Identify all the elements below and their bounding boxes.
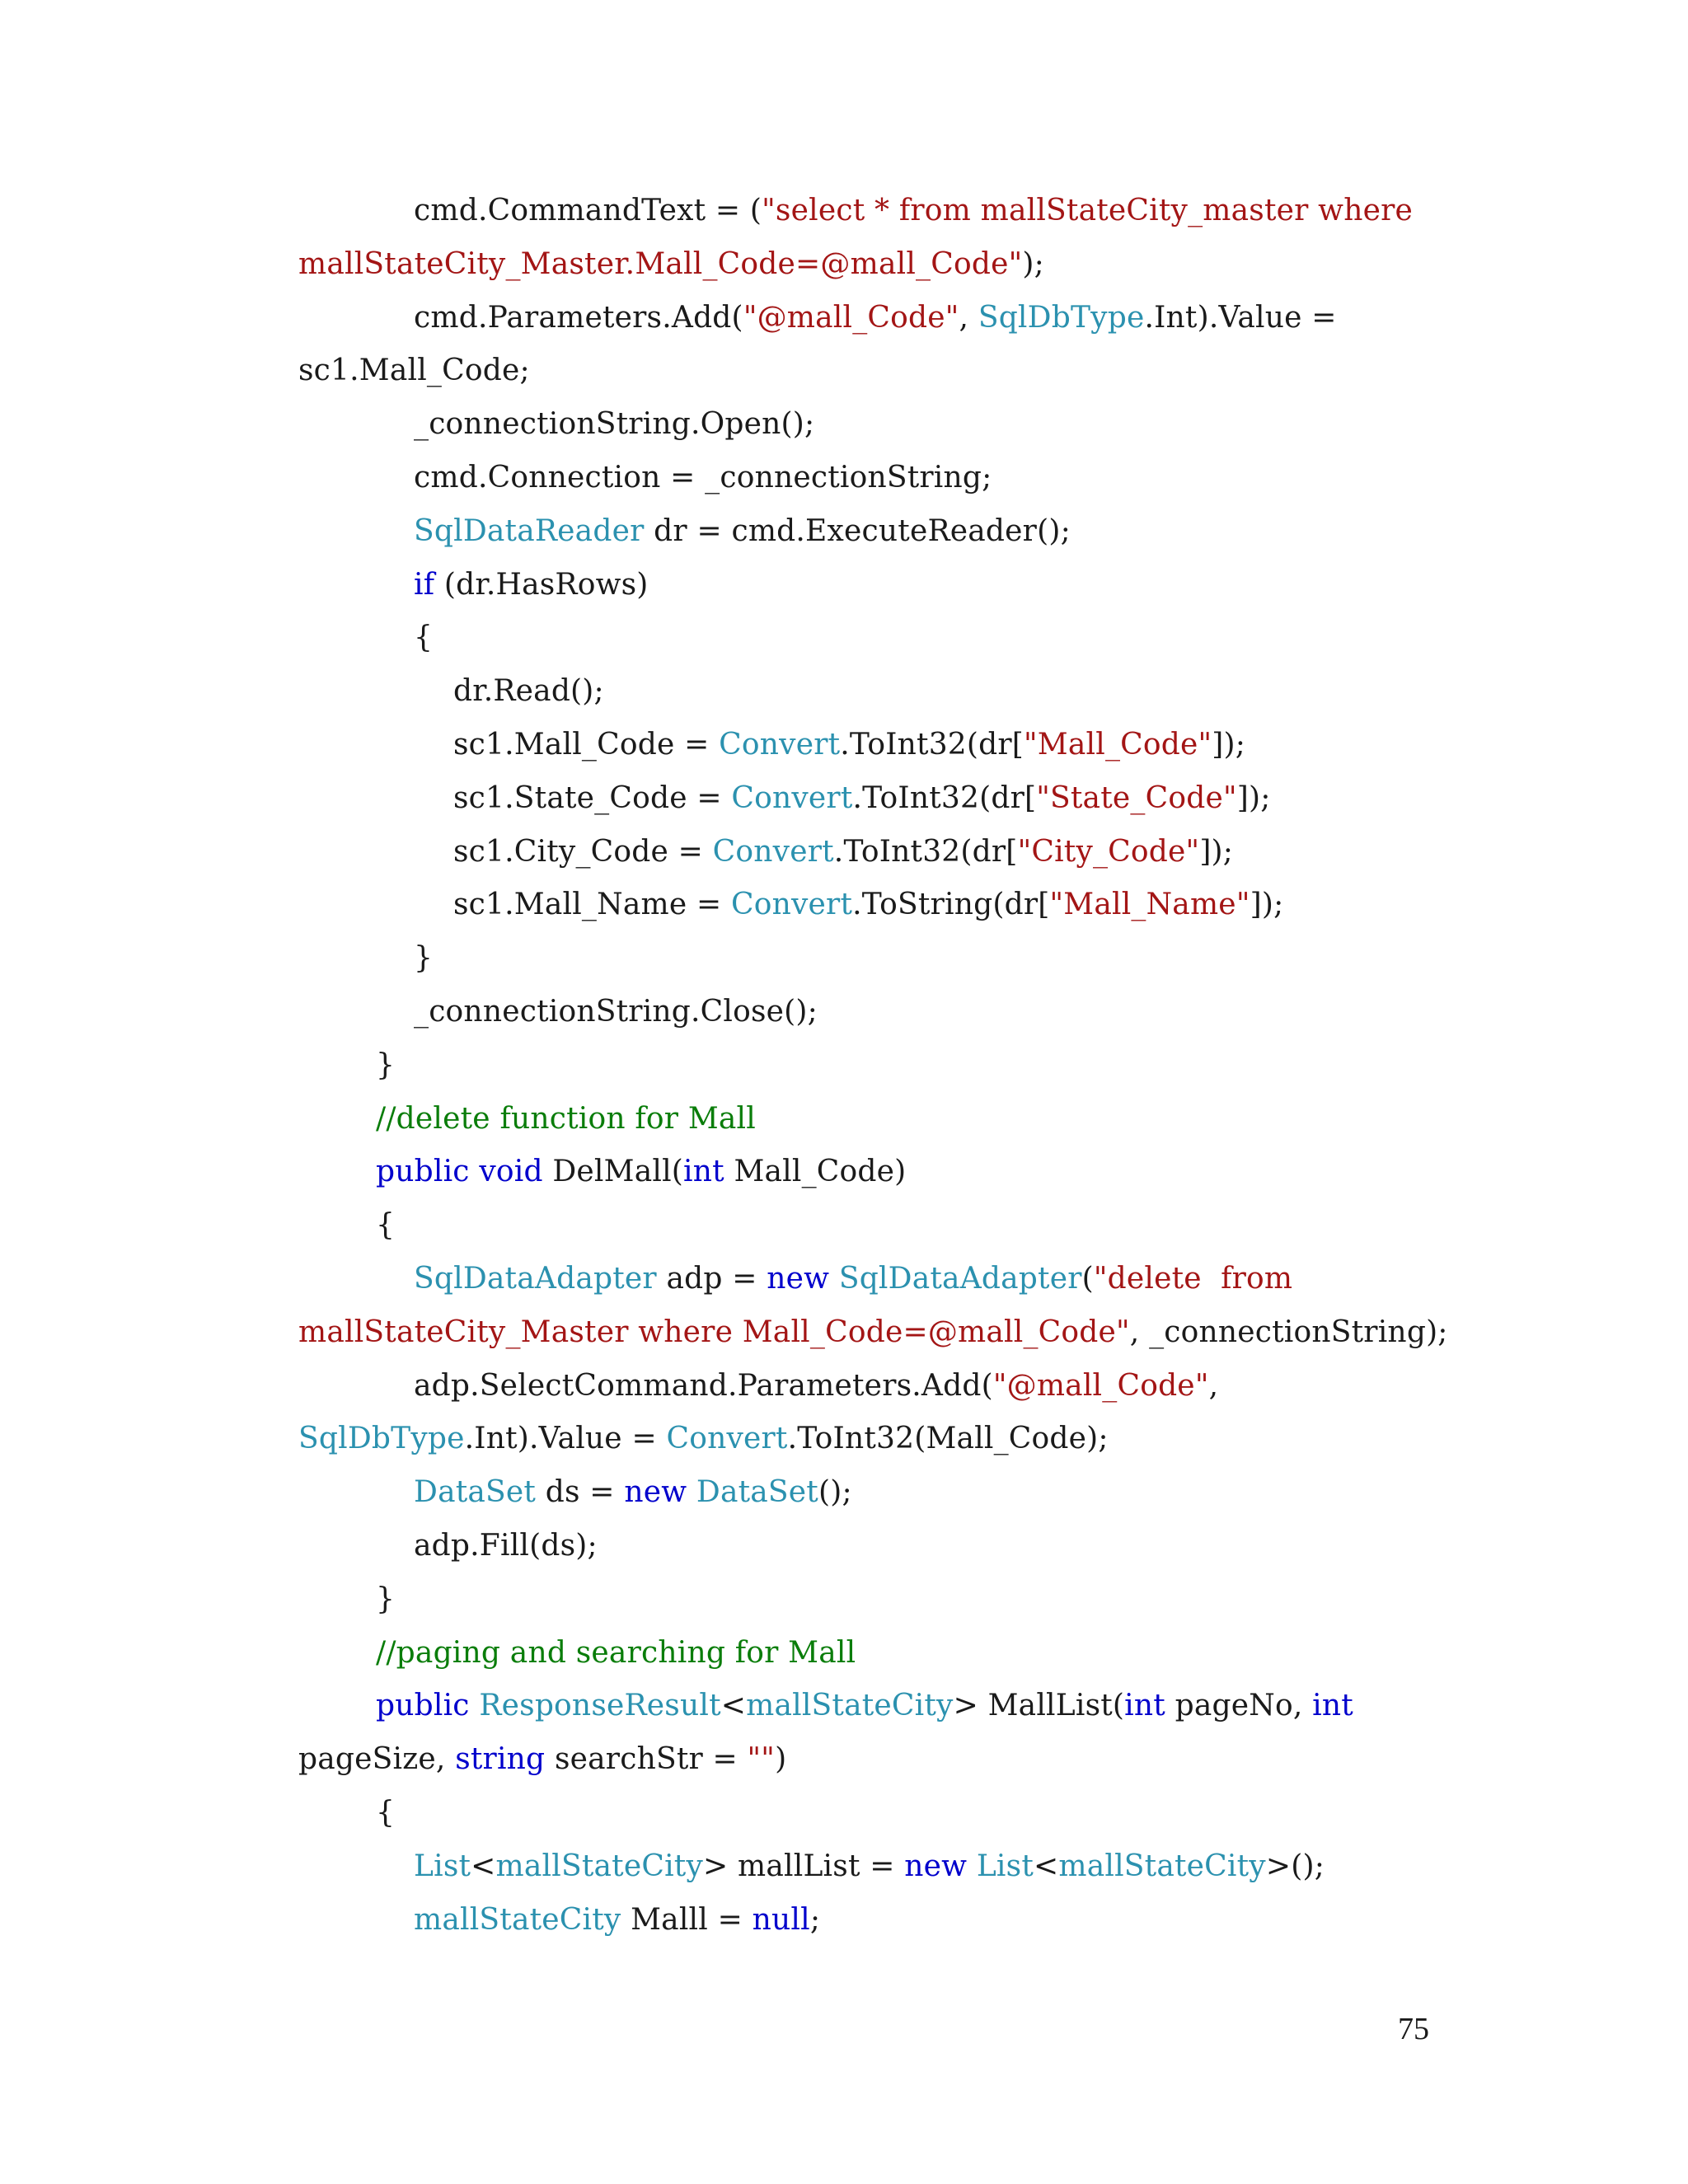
code-token-plain — [829, 1262, 839, 1296]
code-token-plain: > mallList = — [703, 1849, 905, 1883]
code-token-plain: cmd.CommandText = ( — [414, 194, 762, 227]
code-token-type: SqlDbType — [298, 1422, 465, 1455]
code-token-plain: { — [376, 1208, 396, 1242]
code-token-plain: pageNo, — [1165, 1689, 1313, 1722]
code-line — [376, 1795, 395, 1831]
code-token-string: "State_Code" — [1036, 781, 1237, 815]
code-token-plain: ]); — [1199, 835, 1234, 869]
code-token-type: DataSet — [414, 1475, 537, 1509]
code-line — [376, 1635, 856, 1671]
code-token-plain — [687, 1475, 696, 1509]
code-token-type: DataSet — [696, 1475, 818, 1509]
code-token-string: "delete from — [1093, 1262, 1293, 1296]
code-token-plain: ( — [1081, 1262, 1094, 1296]
code-line — [414, 1902, 820, 1938]
code-token-keyword: void — [479, 1155, 543, 1188]
code-token-plain: ; — [809, 1903, 821, 1937]
code-token-plain: dr = cmd.ExecuteReader(); — [644, 514, 1071, 548]
code-token-string: "@mall_Code" — [743, 301, 959, 335]
code-line — [414, 940, 433, 977]
code-token-keyword: int — [1124, 1689, 1165, 1722]
code-token-type: mallStateCity — [414, 1903, 621, 1937]
code-token-string: "Mall_Code" — [1024, 728, 1212, 762]
code-token-plain: .Int).Value = — [1144, 301, 1337, 335]
code-line — [376, 1154, 906, 1190]
code-token-keyword: int — [683, 1155, 724, 1188]
code-line — [376, 1207, 395, 1244]
code-token-plain: Mall_Code) — [724, 1155, 907, 1188]
code-token-type: Convert — [731, 781, 853, 815]
code-token-keyword: int — [1312, 1689, 1353, 1722]
code-token-string: "Mall_Name" — [1049, 888, 1250, 921]
code-line — [298, 1315, 1448, 1351]
code-token-keyword: new — [624, 1475, 687, 1509]
code-token-type: ResponseResult — [479, 1689, 721, 1722]
code-token-comment: //delete function for Mall — [376, 1102, 756, 1136]
code-line — [414, 1528, 598, 1564]
code-token-plain: .ToString(dr[ — [852, 888, 1050, 921]
code-line — [376, 1101, 756, 1137]
code-token-type: SqlDataAdapter — [414, 1262, 657, 1296]
code-line — [376, 1582, 395, 1618]
code-token-type: SqlDataAdapter — [838, 1262, 1082, 1296]
code-token-keyword: new — [904, 1849, 968, 1883]
code-line — [453, 780, 1271, 817]
code-token-plain: sc1.Mall_Code = — [453, 728, 720, 762]
code-token-plain: , _connectionString); — [1129, 1315, 1448, 1349]
code-token-keyword: if — [414, 568, 435, 602]
code-token-plain: (dr.HasRows) — [434, 568, 649, 602]
code-token-plain: cmd.Parameters.Add( — [414, 301, 743, 335]
code-token-string: "" — [747, 1742, 776, 1776]
code-token-plain: sc1.City_Code = — [453, 835, 713, 869]
code-token-string: mallStateCity_Master where Mall_Code=@mall_Code" — [298, 1315, 1130, 1349]
code-token-plain: _connectionString.Open(); — [414, 407, 815, 441]
code-token-keyword: string — [455, 1742, 546, 1776]
code-token-plain: dr.Read(); — [453, 674, 604, 708]
code-line — [414, 1261, 1292, 1297]
code-token-keyword: public — [376, 1689, 470, 1722]
code-token-plain: < — [720, 1689, 747, 1722]
code-token-plain: > MallList( — [953, 1689, 1125, 1722]
code-token-plain: adp.SelectCommand.Parameters.Add( — [414, 1369, 993, 1403]
code-token-plain — [967, 1849, 977, 1883]
code-token-plain: ]); — [1250, 888, 1284, 921]
code-token-plain: adp = — [656, 1262, 767, 1296]
code-token-type: mallStateCity — [495, 1849, 704, 1883]
code-token-plain: { — [376, 1796, 396, 1830]
code-token-plain: ]); — [1212, 728, 1246, 762]
code-line — [414, 1474, 852, 1511]
code-line — [414, 567, 649, 603]
code-token-plain: _connectionString.Close(); — [414, 995, 818, 1029]
code-token-plain: .ToInt32(Mall_Code); — [787, 1422, 1109, 1455]
code-token-type: mallStateCity — [1058, 1849, 1266, 1883]
code-token-plain: Malll = — [621, 1903, 753, 1937]
code-token-plain: pageSize, — [298, 1742, 456, 1776]
page-number: 75 — [1398, 2012, 1429, 2046]
code-token-plain: } — [376, 1048, 396, 1082]
code-token-plain: ds = — [536, 1475, 625, 1509]
code-token-plain: { — [414, 621, 434, 654]
code-token-plain: < — [1034, 1849, 1059, 1883]
code-token-plain: sc1.Mall_Code; — [298, 354, 530, 387]
code-token-plain: (); — [818, 1475, 852, 1509]
code-token-plain: cmd.Connection = _connectionString; — [414, 461, 992, 494]
code-line — [376, 1047, 395, 1084]
code-line — [414, 513, 1071, 550]
code-token-plain: , — [959, 301, 978, 335]
code-token-plain: } — [414, 941, 434, 975]
code-token-type: Convert — [712, 835, 834, 869]
code-token-plain: , — [1208, 1369, 1219, 1403]
code-line — [453, 887, 1283, 923]
code-line — [414, 300, 1337, 336]
code-line — [414, 406, 814, 443]
code-token-keyword: null — [752, 1903, 810, 1937]
code-line — [298, 1421, 1109, 1457]
code-token-plain: .ToInt32(dr[ — [852, 781, 1037, 815]
code-line — [414, 994, 818, 1030]
code-token-type: List — [976, 1849, 1034, 1883]
code-token-plain: .Int).Value = — [464, 1422, 667, 1455]
code-token-plain: ); — [1022, 247, 1044, 281]
code-token-comment: //paging and searching for Mall — [376, 1636, 856, 1670]
code-token-keyword: new — [767, 1262, 830, 1296]
code-token-type: mallStateCity — [746, 1689, 954, 1722]
code-line — [414, 1849, 1325, 1885]
code-token-string: "City_Code" — [1017, 835, 1200, 869]
code-token-type: Convert — [666, 1422, 788, 1455]
code-token-plain: ]); — [1236, 781, 1271, 815]
code-token-plain: adp.Fill(ds); — [414, 1529, 598, 1563]
code-token-type: SqlDbType — [978, 301, 1145, 335]
code-token-type: Convert — [719, 728, 841, 762]
code-token-type: List — [414, 1849, 471, 1883]
code-token-keyword: public — [376, 1155, 470, 1188]
code-token-plain — [470, 1689, 480, 1722]
code-token-type: SqlDataReader — [414, 514, 645, 548]
code-token-string: mallStateCity_Master.Mall_Code=@mall_Code" — [298, 247, 1023, 281]
code-token-plain: ) — [775, 1742, 787, 1776]
code-token-plain: searchStr = — [545, 1742, 748, 1776]
code-token-plain: sc1.State_Code = — [453, 781, 732, 815]
code-token-plain: sc1.Mall_Name = — [453, 888, 731, 921]
code-token-plain: >(); — [1265, 1849, 1325, 1883]
code-line — [376, 1688, 1353, 1724]
code-token-plain: } — [376, 1582, 396, 1616]
code-token-string: "@mall_Code" — [992, 1369, 1209, 1403]
code-line — [414, 193, 1413, 229]
code-token-plain: .ToInt32(dr[ — [840, 728, 1025, 762]
code-line — [414, 1368, 1218, 1404]
code-line — [298, 353, 530, 389]
code-line — [414, 620, 433, 656]
code-line — [298, 246, 1044, 283]
code-line — [414, 460, 992, 496]
code-line — [298, 1741, 786, 1778]
code-line — [453, 834, 1233, 870]
code-token-plain: .ToInt32(dr[ — [833, 835, 1018, 869]
code-token-string: "select * from mallStateCity_master where — [762, 194, 1414, 227]
code-token-plain — [470, 1155, 480, 1188]
code-token-plain: DelMall( — [542, 1155, 684, 1188]
code-token-plain: < — [471, 1849, 496, 1883]
code-line — [453, 673, 604, 710]
code-line — [453, 727, 1245, 763]
code-token-type: Convert — [731, 888, 853, 921]
